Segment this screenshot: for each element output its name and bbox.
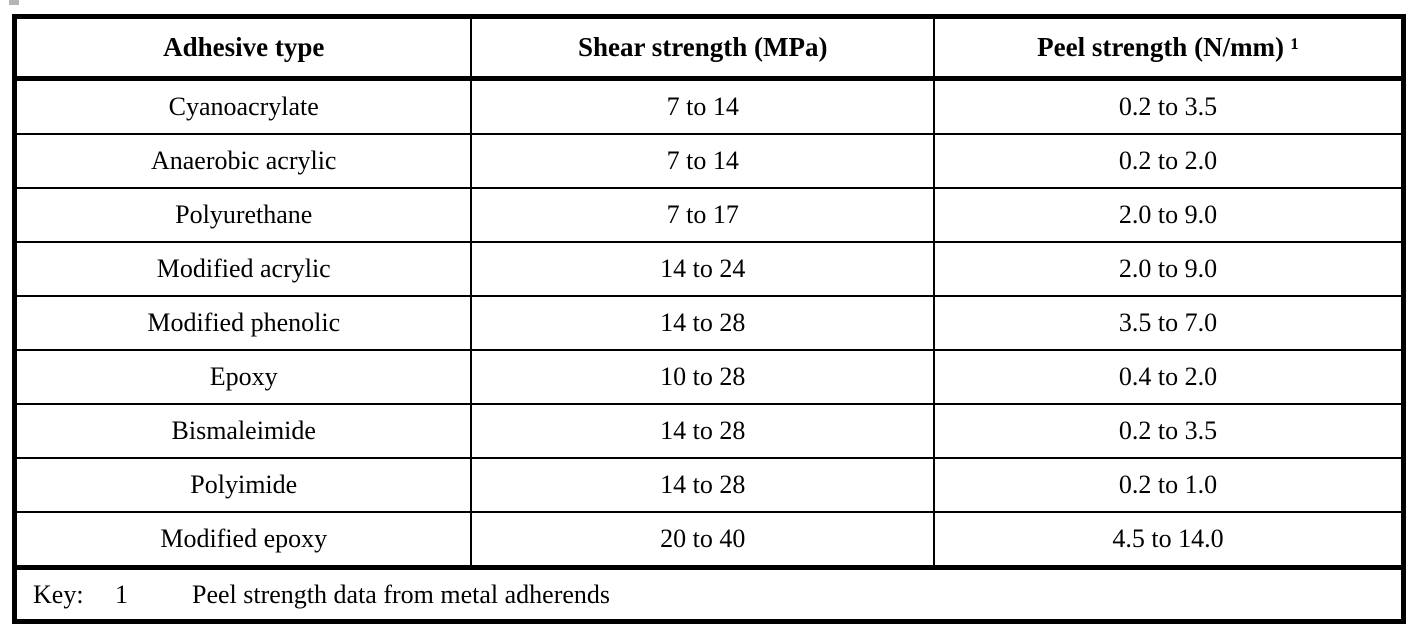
cell-adhesive-type: Cyanoacrylate (15, 79, 472, 135)
cell-shear-strength: 14 to 28 (471, 458, 934, 512)
key-footnote-number: 1 (115, 579, 128, 609)
cell-adhesive-type: Anaerobic acrylic (15, 134, 472, 188)
table-row (15, 350, 1404, 404)
cell-peel-strength: 0.2 to 2.0 (934, 134, 1404, 188)
page-crop-artifact (9, 0, 19, 5)
cell-adhesive-type: Bismaleimide (15, 404, 472, 458)
column-header-peel-strength: Peel strength (N/mm) ¹ (934, 17, 1404, 79)
cell-shear-strength: 10 to 28 (471, 350, 934, 404)
cell-adhesive-type: Polyimide (15, 458, 472, 512)
cell-adhesive-type: Modified acrylic (15, 242, 472, 296)
column-header-shear-strength: Shear strength (MPa) (471, 17, 934, 79)
cell-peel-strength: 0.2 to 3.5 (934, 404, 1404, 458)
cell-peel-strength: 0.2 to 3.5 (934, 79, 1404, 135)
key-label: Key: (33, 579, 84, 609)
cell-shear-strength: 7 to 17 (471, 188, 934, 242)
cell-peel-strength: 2.0 to 9.0 (934, 242, 1404, 296)
cell-peel-strength: 3.5 to 7.0 (934, 296, 1404, 350)
key-row (15, 568, 1404, 622)
header-row (15, 17, 1404, 79)
cell-shear-strength: 7 to 14 (471, 79, 934, 135)
column-header-adhesive-type: Adhesive type (15, 17, 472, 79)
cell-adhesive-type: Polyurethane (15, 188, 472, 242)
adhesive-strength-table (12, 14, 1406, 624)
cell-peel-strength: 2.0 to 9.0 (934, 188, 1404, 242)
cell-shear-strength: 14 to 28 (471, 296, 934, 350)
key-cell (15, 568, 1404, 622)
cell-peel-strength: 0.2 to 1.0 (934, 458, 1404, 512)
table-row (15, 296, 1404, 350)
cell-shear-strength: 20 to 40 (471, 512, 934, 568)
cell-shear-strength: 7 to 14 (471, 134, 934, 188)
cell-peel-strength: 4.5 to 14.0 (934, 512, 1404, 568)
table-row (15, 242, 1404, 296)
cell-peel-strength: 0.4 to 2.0 (934, 350, 1404, 404)
cell-adhesive-type: Epoxy (15, 350, 472, 404)
table-row (15, 512, 1404, 568)
table-row (15, 404, 1404, 458)
cell-shear-strength: 14 to 24 (471, 242, 934, 296)
key-footnote-text: Peel strength data from metal adherends (192, 579, 611, 609)
cell-adhesive-type: Modified epoxy (15, 512, 472, 568)
cell-shear-strength: 14 to 28 (471, 404, 934, 458)
cell-adhesive-type: Modified phenolic (15, 296, 472, 350)
table-row (15, 458, 1404, 512)
table-row (15, 134, 1404, 188)
table-body (15, 79, 1404, 568)
table-row (15, 188, 1404, 242)
table-row (15, 79, 1404, 135)
